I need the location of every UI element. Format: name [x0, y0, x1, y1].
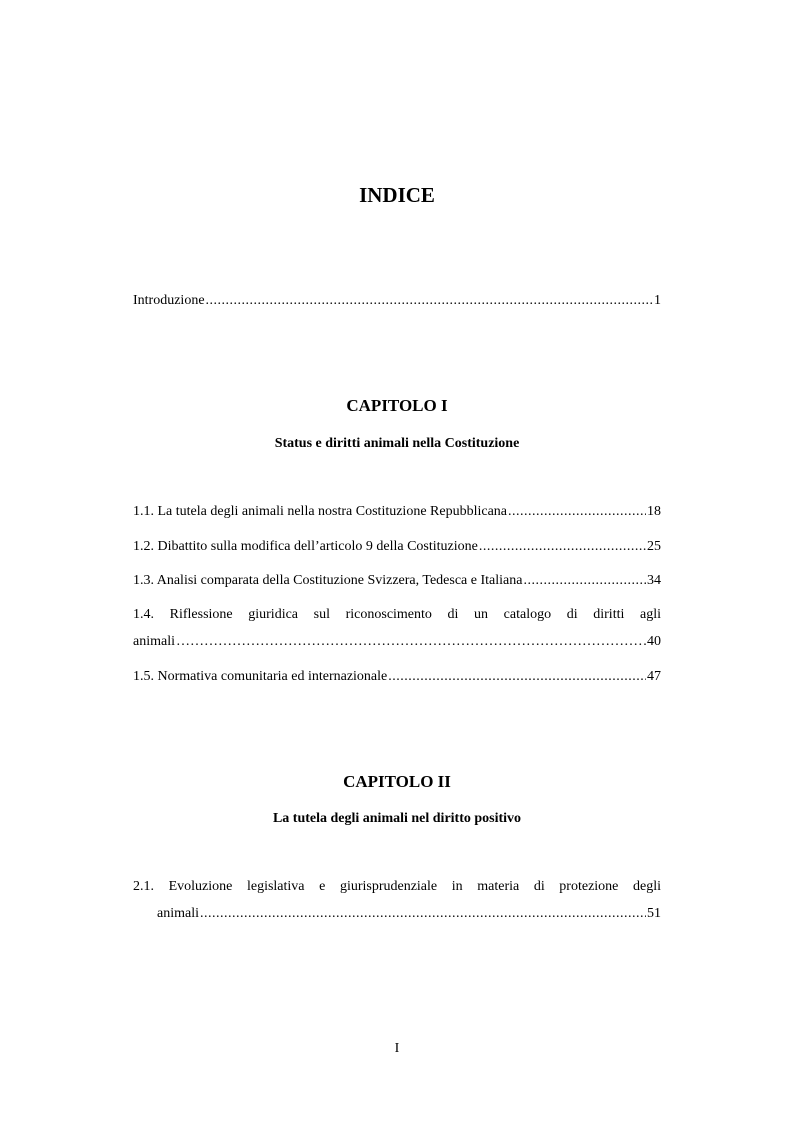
toc-entry-page: 25	[647, 539, 661, 554]
chapter-2-title: CAPITOLO II	[343, 772, 451, 791]
toc-entry-2-1[interactable]	[157, 905, 661, 923]
toc-entry-label: 1.1. La tutela degli animali nella nostra Costituzione Repubblicana	[133, 504, 508, 519]
toc-leader-dots	[176, 633, 646, 651]
toc-entry-page: 1	[654, 293, 661, 308]
toc-entry-page: 51	[647, 906, 661, 921]
toc-leader-dots	[508, 503, 646, 521]
toc-entry-label: 1.3. Analisi comparata della Costituzione Svizzera, Tedesca e Italiana	[133, 573, 523, 588]
toc-entry-1-5[interactable]	[133, 668, 661, 686]
toc-entry-label: animali	[133, 634, 175, 649]
toc-entry-1-1[interactable]	[133, 503, 661, 521]
toc-entry-page: 40	[647, 634, 661, 649]
toc-entry-introduzione[interactable]	[133, 292, 661, 310]
toc-leader-dots	[388, 668, 646, 686]
toc-entry-label: Introduzione	[133, 293, 205, 308]
toc-entry-page: 18	[647, 504, 661, 519]
toc-leader-dots	[200, 905, 646, 923]
toc-entry-label: animali	[157, 906, 199, 921]
toc-entry-label: 1.2. Dibattito sulla modifica dell’articolo 9 della Costituzione	[133, 539, 478, 554]
toc-entry-1-4-line1[interactable]: 1.4. Riflessione giuridica sul riconoscimento di un catalogo di diritti agli	[133, 607, 661, 622]
toc-leader-dots	[479, 538, 646, 556]
toc-entry-page: 34	[647, 573, 661, 588]
toc-entry-2-1-line1[interactable]: 2.1. Evoluzione legislativa e giurisprudenziale in materia di protezione degli	[133, 879, 661, 894]
page-title: INDICE	[359, 183, 435, 207]
chapter-2-subtitle: La tutela degli animali nel diritto positivo	[272, 811, 522, 826]
toc-leader-dots	[523, 572, 646, 590]
toc-entry-1-4[interactable]	[133, 633, 661, 651]
toc-entry-page: 47	[647, 669, 661, 684]
toc-leader-dots	[206, 292, 653, 310]
page-number: I	[394, 1041, 400, 1056]
chapter-1-title: CAPITOLO I	[346, 396, 448, 415]
toc-entry-1-2[interactable]	[133, 538, 661, 556]
toc-entry-1-3[interactable]	[133, 572, 661, 590]
toc-entry-label: 1.5. Normativa comunitaria ed internazionale	[133, 669, 388, 684]
chapter-1-subtitle: Status e diritti animali nella Costituzione	[274, 436, 520, 451]
